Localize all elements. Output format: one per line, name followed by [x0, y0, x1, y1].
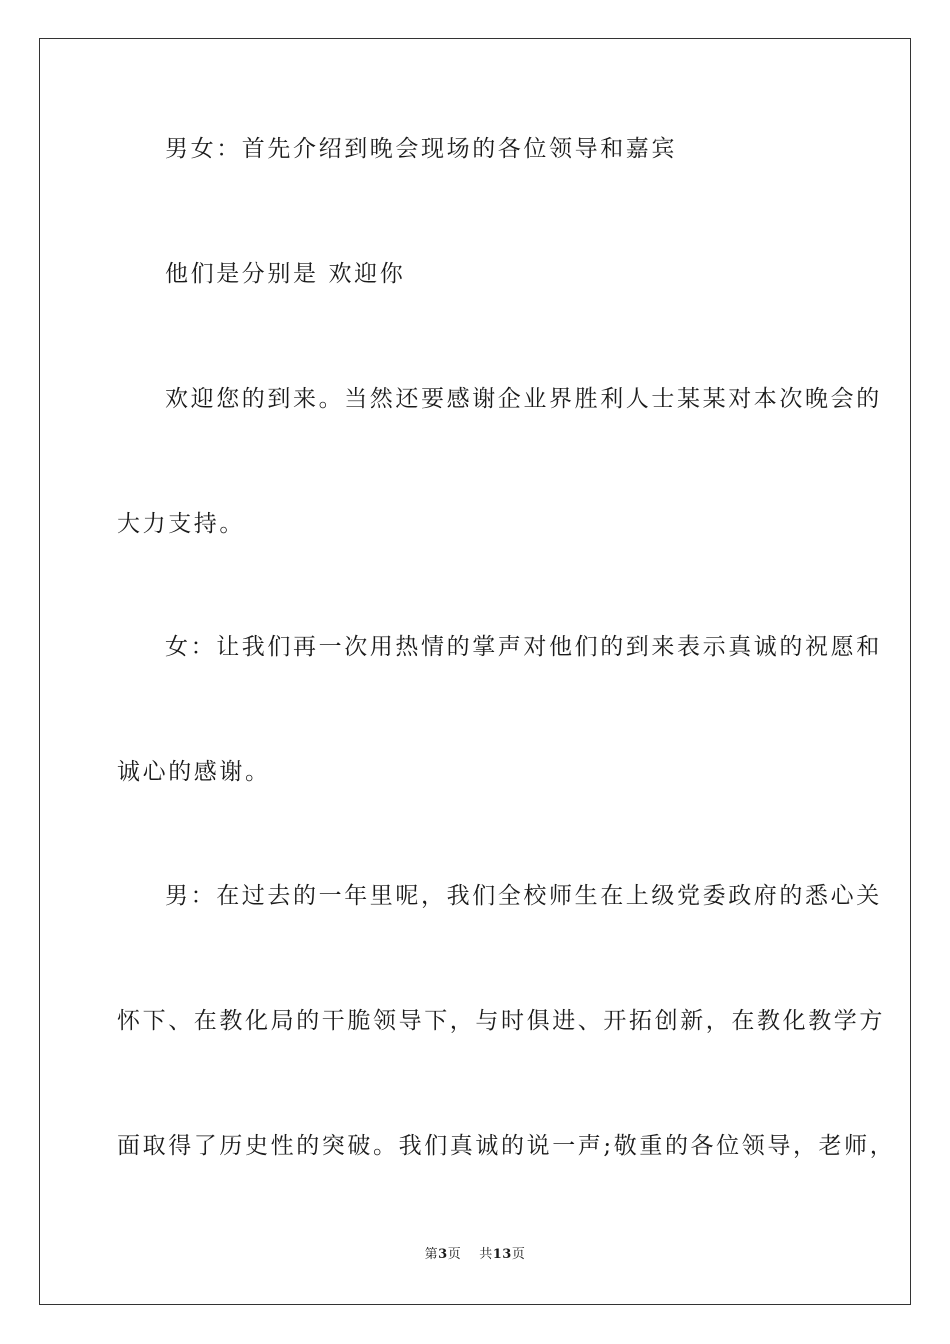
paragraph-line-2: 他们是分别是 欢迎你 [165, 261, 406, 287]
paragraph-line-6: 诚心的感谢。 [117, 759, 271, 785]
footer-total-pages: 13 [492, 1247, 512, 1262]
paragraph-line-4: 大力支持。 [117, 511, 245, 537]
page-footer [0, 1246, 950, 1264]
page-border [39, 38, 911, 1305]
paragraph-line-8: 怀下、在教化局的干脆领导下，与时俱进、开拓创新，在教化教学方 [117, 1008, 885, 1034]
paragraph-line-7: 男：在过去的一年里呢，我们全校师生在上级党委政府的悉心关 [165, 883, 882, 909]
footer-current-page: 3 [438, 1247, 448, 1262]
paragraph-line-5: 女：让我们再一次用热情的掌声对他们的到来表示真诚的祝愿和 [165, 634, 882, 660]
paragraph-line-3: 欢迎您的到来。当然还要感谢企业界胜利人士某某对本次晚会的 [165, 386, 882, 412]
footer-total-suffix: 页 [511, 1247, 526, 1262]
footer-page-suffix: 页 [447, 1247, 462, 1262]
paragraph-line-1: 男女：首先介绍到晚会现场的各位领导和嘉宾 [165, 136, 677, 162]
footer-page-prefix: 第 [424, 1247, 439, 1262]
paragraph-line-9: 面取得了历史性的突破。我们真诚的说一声;敬重的各位领导，老师， [117, 1133, 896, 1159]
footer-total-prefix: 共 [479, 1247, 493, 1262]
